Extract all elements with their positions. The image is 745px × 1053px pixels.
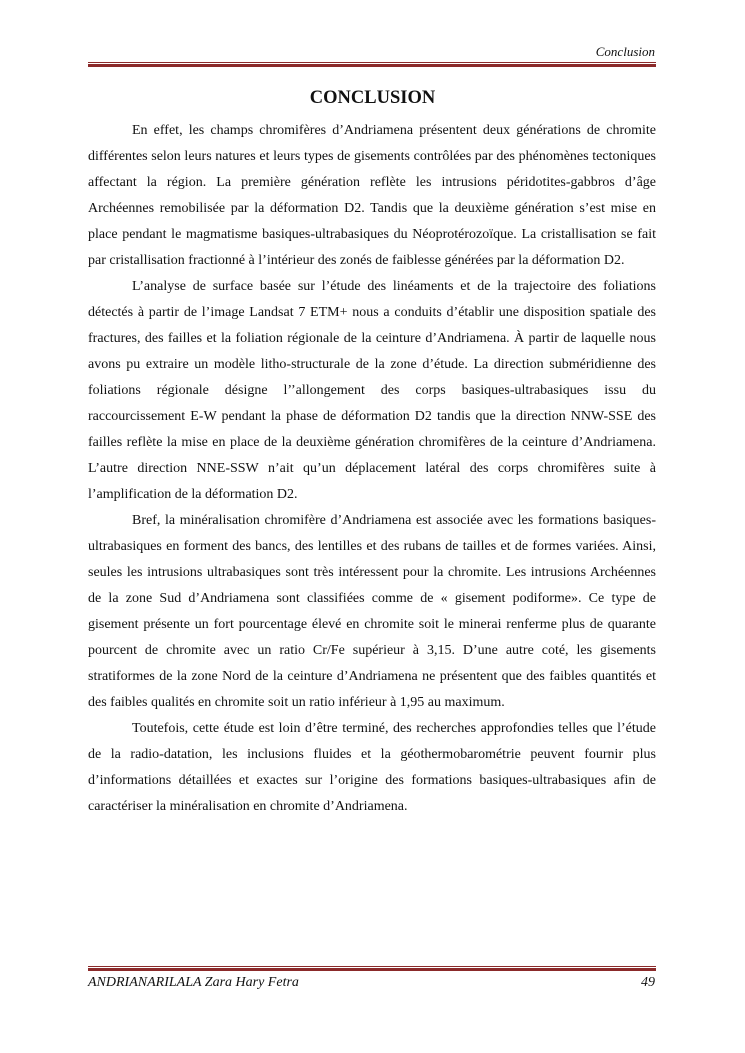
- running-header-title: Conclusion: [595, 44, 655, 59]
- paragraph: Bref, la minéralisation chromifère d’Andriamena est associée avec les formations basiques-ultrabasiques en forment des bancs, des lentilles et des rubans de tailles et de formes variées. Ainsi, seules les intrusions ultrabasiques sont très intéressent pour la chromite. Les intrusions Archéennes de la zone Sud d’Andriamena sont classifiées comme de « gisement podiforme». Ce type de gisement présente un fort pourcentage élevé en chromite soit le minerai renferme plus de quarante pourcent de chromite avec un ratio Cr/Fe supérieur à 3,15. D’une autre coté, les gisements stratiformes de la zone Nord de la ceinture d’Andriamena ne présentent que des faibles quantités et des faibles qualités en chromite soit un ratio inférieur à 1,95 au maximum.: [88, 513, 656, 710]
- footer-author: ANDRIANARILALA Zara Hary Fetra: [88, 975, 299, 990]
- footer-rule: [88, 966, 656, 971]
- header-rule: [88, 62, 656, 67]
- header-rule-thick-line: [88, 64, 656, 67]
- page-number: 49: [641, 975, 655, 990]
- page-title: [0, 88, 745, 109]
- body-text: [88, 118, 656, 820]
- footer-rule-thick-line: [88, 968, 656, 971]
- footer-rule-thin-line: [88, 966, 656, 967]
- header-rule-thin-line: [88, 62, 656, 63]
- paragraph: L’analyse de surface basée sur l’étude des linéaments et de la trajectoire des foliations détectés à partir de l’image Landsat 7 ETM+ nous a conduits d’établir une disposition spatiale des fractures, des failles et la foliation régionale de la ceinture d’Andriamena. À partir de laquelle nous avons pu extraire un modèle litho-structurale de la zone d’étude. La direction subméridienne des foliations régionale désigne l’’allongement des corps basiques-ultrabasiques issu du raccourcissement E-W pendant la phase de déformation D2 tandis que la direction NNW-SSE des failles reflète la mise en place de la deuxième génération chromifères de la ceinture d’Andriamena. L’autre direction NNE-SSW n’ait qu’un déplacement latéral des corps chromifères suite à l’amplification de la déformation D2.: [88, 279, 656, 502]
- paragraph: Toutefois, cette étude est loin d’être terminé, des recherches approfondies telles que l’étude de la radio-datation, les inclusions fluides et la géothermobarométrie peuvent fournir plus d’informations détaillées et exactes sur l’origine des formations basiques-ultrabasiques afin de caractériser la minéralisation en chromite d’Andriamena.: [88, 721, 656, 814]
- paragraph: En effet, les champs chromifères d’Andriamena présentent deux générations de chromite différentes selon leurs natures et leurs types de gisements contrôlées par des phénomènes tectoniques affectant la région. La première génération reflète les intrusions péridotites-gabbros d’âge Archéennes remobilisée par la déformation D2. Tandis que la deuxième génération s’est mise en place pendant le magmatisme basiques-ultrabasiques du Néoprotérozoïque. La cristallisation se fait par cristallisation fractionné à l’intérieur des zonés de faiblesse générées par la déformation D2.: [88, 123, 656, 268]
- page-title-text: CONCLUSION: [309, 88, 436, 108]
